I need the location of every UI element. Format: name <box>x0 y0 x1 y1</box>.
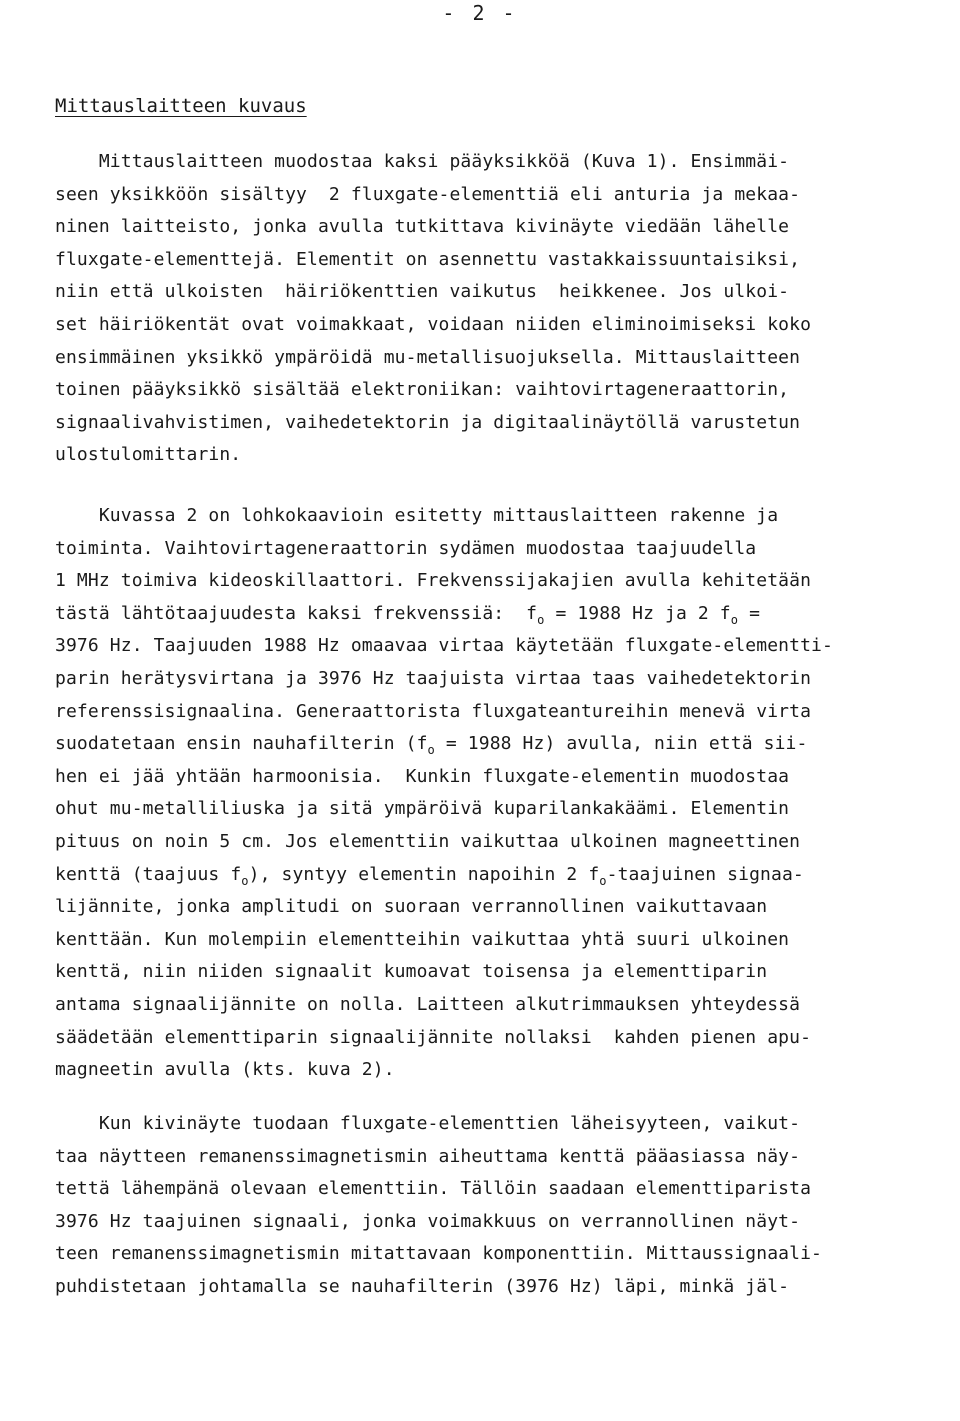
paragraph-sample-measurement <box>55 1108 822 1304</box>
paragraph-intro <box>55 146 811 472</box>
subscript-o: o <box>427 743 435 758</box>
text-line: ohut mu-metalliliuska ja sitä ympäröivä kuparilankakäämi. Elementin <box>55 798 790 820</box>
text-line: signaalivahvistimen, vaihedetektorin ja digitaalinäytöllä varustetun <box>55 411 801 433</box>
text-line: toinen pääyksikkö sisältää elektroniikan: vaihtovirtageneraattorin, <box>55 379 790 401</box>
text-line: referenssisignaalina. Generaattorista fluxgateantureihin menevä virta <box>55 700 812 722</box>
text-line: ulostulomittarin. <box>55 444 242 466</box>
text-line: antama signaalijännite on nolla. Laitteen alkutrimmauksen yhteydessä <box>55 993 801 1015</box>
text-line: kenttä, niin niiden signaalit kumoavat toisensa ja elementtiparin <box>55 961 768 983</box>
text-line: ensimmäinen yksikkö ympäröidä mu-metallisuojuksella. Mittauslaitteen <box>55 346 801 368</box>
text-line: puhdistetaan johtamalla se nauhafilterin (3976 Hz) läpi, minkä jäl- <box>55 1275 790 1297</box>
section-heading: Mittauslaitteen kuvaus <box>55 95 307 117</box>
text-line: parin herätysvirtana ja 3976 Hz taajuista virtaa taas vaihedetektorin <box>55 667 812 689</box>
text-line: säädetään elementtiparin signaalijännite nollaksi kahden pienen apu- <box>55 1026 812 1048</box>
paragraph-block-diagram <box>55 500 833 1087</box>
text-line: tettä lähempänä olevaan elementtiin. Tällöin saadaan elementtiparista <box>55 1178 812 1200</box>
text-line: kenttä (taajuus $f_o$), syntyy elementin napoihin 2 $f_o$-taajuinen signaa- <box>55 863 804 888</box>
text-line: teen remanenssimagnetismin mitattavaan komponenttiin. Mittaussignaali- <box>55 1243 822 1265</box>
subscript-o: o <box>537 612 545 627</box>
text-line: fluxgate-elementtejä. Elementit on asennettu vastakkaissuuntaisiksi, <box>55 248 801 270</box>
text-line: magneetin avulla (kts. kuva 2). <box>55 1059 395 1081</box>
subscript-o: o <box>241 873 249 888</box>
text-line: 1 MHz toimiva kideoskillaattori. Frekvenssijakajien avulla kehitetään <box>55 570 812 592</box>
text-line: niin että ulkoisten häiriökenttien vaikutus heikkenee. Jos ulkoi- <box>55 281 790 303</box>
text-line: Kun kivinäyte tuodaan fluxgate-elementtien läheisyyteen, vaikut- <box>55 1113 801 1134</box>
text-line: pituus on noin 5 cm. Jos elementtiin vaikuttaa ulkoinen magneettinen <box>55 830 801 852</box>
text-line: ninen laitteisto, jonka avulla tutkittava kivinäyte viedään lähelle <box>55 216 790 238</box>
text-line: 3976 Hz. Taajuuden 1988 Hz omaavaa virtaa käytetään fluxgate-elementti- <box>55 635 833 657</box>
text-line: Mittauslaitteen muodostaa kaksi pääyksikköä (Kuva 1). Ensimmäi- <box>55 151 790 172</box>
subscript-o: o <box>599 873 607 888</box>
page-number: - 2 - <box>442 1 518 25</box>
text-line: set häiriökentät ovat voimakkaat, voidaan niiden eliminoimiseksi koko <box>55 313 812 335</box>
text-line: tästä lähtötaajuudesta kaksi frekvenssiä: $f_o = 1988$ Hz ja 2 $f_o$ = <box>55 602 761 627</box>
text-line: Kuvassa 2 on lohkokaavioin esitetty mittauslaitteen rakenne ja <box>55 505 779 526</box>
subscript-o: o <box>730 612 739 627</box>
text-line: seen yksikköön sisältyy 2 fluxgate-elementtiä eli anturia ja mekaa- <box>55 183 801 205</box>
text-line: toiminta. Vaihtovirtageneraattorin sydämen muodostaa taajuudella <box>55 537 757 559</box>
text-line: kenttään. Kun molempiin elementteihin vaikuttaa yhtä suuri ulkoinen <box>55 928 790 950</box>
text-line: hen ei jää yhtään harmoonisia. Kunkin fluxgate-elementin muodostaa <box>55 765 790 787</box>
text-line: lijännite, jonka amplitudi on suoraan verrannollinen vaikuttavaan <box>55 896 768 918</box>
text-line: suodatetaan ensin nauhafilterin ($f_o = 1988$ Hz) avulla, niin että sii- <box>55 733 808 758</box>
text-line: taa näytteen remanenssimagnetismin aiheuttama kenttä pääasiassa näy- <box>55 1145 801 1167</box>
text-line: 3976 Hz taajuinen signaali, jonka voimakkuus on verrannollinen näyt- <box>55 1210 801 1232</box>
